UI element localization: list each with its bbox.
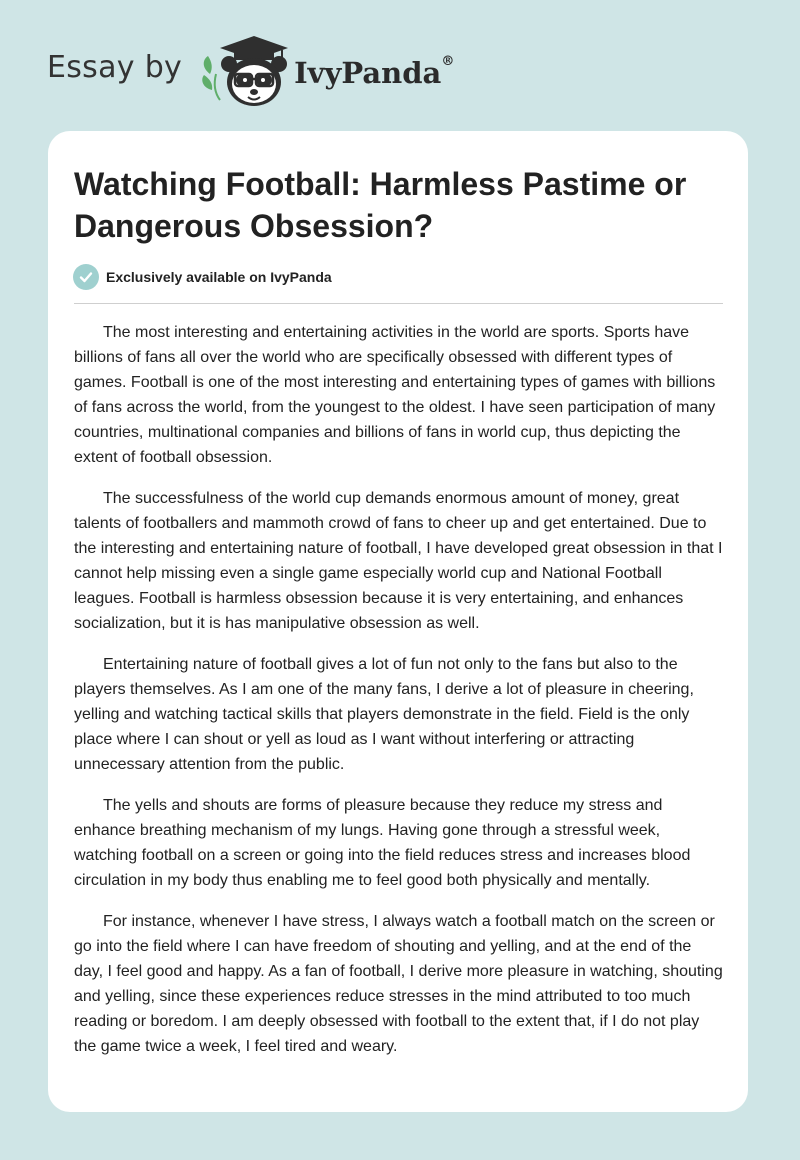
paragraph: Entertaining nature of football gives a lot of fun not only to the fans but also to the players themselves. As I am one of the many fans, I derive a lot of pleasure in cheering, yelling and watching tactical skills that players demonstrate in the field. Field is the only place where I can shout or yell as loud as I want without interfering or attracting unnecessary attention from the public. bbox=[74, 656, 694, 773]
divider bbox=[74, 303, 723, 304]
exclusive-text: Exclusively available on IvyPanda bbox=[106, 269, 332, 285]
page-title: Watching Football: Harmless Pastime or Dangerous Obsession? bbox=[74, 166, 687, 244]
essay-card bbox=[48, 131, 748, 1112]
site-header bbox=[47, 30, 454, 110]
brand-name[interactable]: IvyPanda® bbox=[294, 54, 455, 90]
paragraph: For instance, whenever I have stress, I always watch a football match on the screen or go into the field where I can have freedom of shouting and yelling, and at the end of the day, I feel good and happy. As a fan of football, I derive more pleasure in watching, shouting and yelling, since these experiences reduce stresses in the mind attributed to too much reading or boredom. I am deeply obsessed with football to the extent that, if I do not play the game twice a week, I feel tired and weary. bbox=[74, 913, 723, 1055]
paragraph: The successfulness of the world cup demands enormous amount of money, great talents of footballers and mammoth crowd of fans to cheer up and get entertained. Due to the interesting and entertaining nature of football, I have developed great obsession in that I cannot help missing even a single game especially world cup and National Football leagues. Football is harmless obsession because it is very entertaining, and enhances socialization, but it is has manipulative obsession as well. bbox=[74, 490, 723, 632]
exclusive-badge bbox=[73, 264, 332, 290]
essay-by-label: Essay by bbox=[47, 49, 183, 85]
check-icon bbox=[73, 264, 99, 290]
essay-body bbox=[74, 320, 724, 1075]
paragraph: The yells and shouts are forms of pleasure because they reduce my stress and enhance breathing mechanism of my lungs. Having gone through a stressful week, watching football on a screen or going into the field reduces stress and increases blood circulation in my body thus enabling me to feel good both physically and mentally. bbox=[74, 797, 691, 889]
paragraph: The most interesting and entertaining activities in the world are sports. Sports have billions of fans all over the world who are specifically obsessed with different types of games. Football is one of the most interesting and entertaining types of games with billions of fans across the world, from the youngest to the oldest. I have seen participation of many countries, multinational companies and billions of fans in world cup, thus depicting the extent of football obsession. bbox=[74, 324, 716, 466]
panda-logo-icon[interactable] bbox=[198, 30, 290, 110]
registered-mark: ® bbox=[441, 54, 455, 69]
